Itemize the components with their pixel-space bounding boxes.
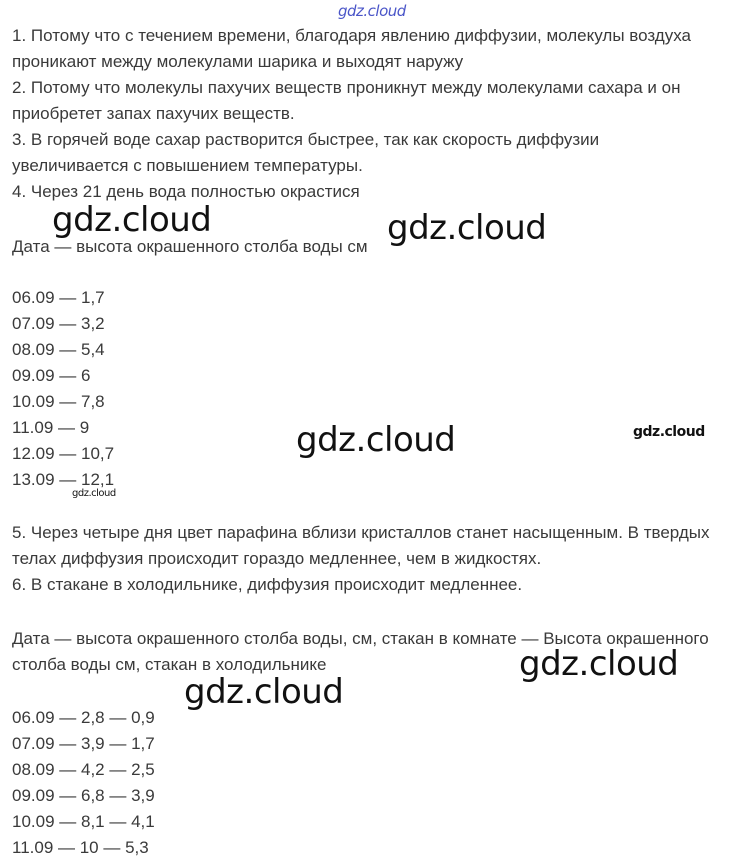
watermark: gdz.cloud: [633, 424, 705, 440]
watermark: gdz.cloud: [387, 208, 547, 248]
table-1-row: 07.09 — 3,2: [12, 314, 105, 333]
answer-5-line-2: телах диффузия происходит гораздо медленнее, чем в жидкостях.: [12, 549, 542, 568]
watermark: gdz.cloud: [72, 488, 116, 499]
table-2-row: 06.09 — 2,8 — 0,9: [12, 708, 155, 727]
answer-3-line-2: увеличивается с повышением температуры.: [12, 156, 363, 175]
answer-3-line-1: 3. В горячей воде сахар растворится быстрее, так как скорость диффузии: [12, 130, 600, 149]
table-1-row: 08.09 — 5,4: [12, 340, 105, 359]
answer-2-line-1: 2. Потому что молекулы пахучих веществ проникнут между молекулами сахара и он: [12, 78, 681, 97]
answer-1-line-2: проникают между молекулами шарика и выходят наружу: [12, 52, 464, 71]
table-2-row: 08.09 — 4,2 — 2,5: [12, 760, 155, 779]
table-1-row: 06.09 — 1,7: [12, 288, 105, 307]
answer-2-line-2: приобретет запах пахучих веществ.: [12, 104, 295, 123]
table-1-row: 09.09 — 6: [12, 366, 91, 385]
table-2-row: 11.09 — 10 — 5,3: [12, 838, 149, 857]
answer-5-line-1: 5. Через четыре дня цвет парафина вблизи кристаллов станет насыщенным. В твердых: [12, 523, 710, 542]
table-2-header-line-1: Дата — высота окрашенного столба воды, см, стакан в комнате — Высота окрашенного: [12, 629, 709, 648]
table-1-header: Дата — высота окрашенного столба воды см: [12, 237, 368, 256]
answer-4: 4. Через 21 день вода полностью окрастися: [12, 182, 360, 201]
watermark: gdz.cloud: [519, 644, 679, 684]
table-1-row: 11.09 — 9: [12, 418, 90, 437]
answer-6: 6. В стакане в холодильнике, диффузия происходит медленнее.: [12, 575, 523, 594]
site-brand: gdz.cloud: [338, 2, 406, 20]
table-1-row: 12.09 — 10,7: [12, 444, 115, 463]
watermark: gdz.cloud: [184, 672, 344, 712]
table-2-row: 10.09 — 8,1 — 4,1: [12, 812, 155, 831]
table-2-row: 09.09 — 6,8 — 3,9: [12, 786, 155, 805]
table-2-header-line-2: столба воды см, стакан в холодильнике: [12, 655, 327, 674]
table-1-row: 10.09 — 7,8: [12, 392, 105, 411]
table-2-row: 07.09 — 3,9 — 1,7: [12, 734, 155, 753]
table-1-row: 13.09 — 12,1: [12, 470, 115, 489]
watermark: gdz.cloud: [296, 420, 456, 460]
answer-1-line-1: 1. Потому что с течением времени, благодаря явлению диффузии, молекулы воздуха: [12, 26, 691, 45]
watermark: gdz.cloud: [52, 200, 212, 240]
